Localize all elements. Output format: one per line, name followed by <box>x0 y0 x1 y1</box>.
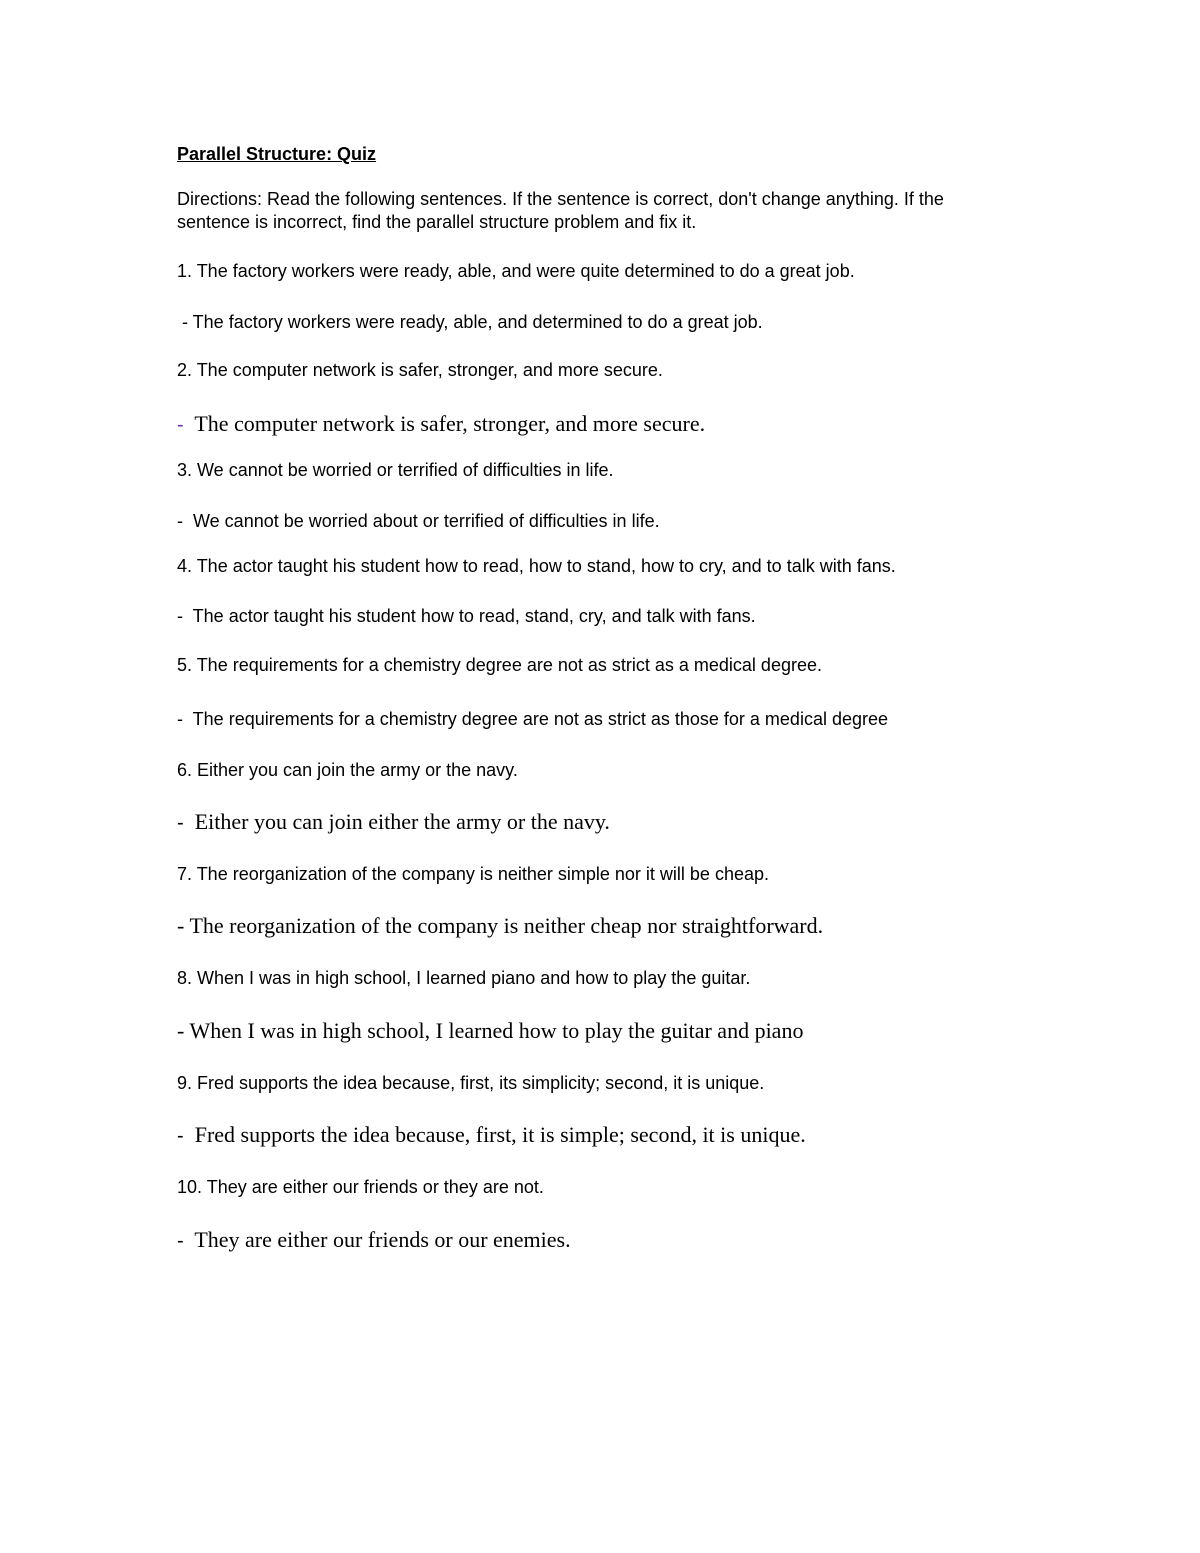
answer-text: The actor taught his student how to read, stand, cry, and talk with fans. <box>188 606 756 626</box>
answer-10 <box>177 1229 571 1251</box>
answer-dash: - <box>177 414 190 436</box>
answer-dash: - <box>177 1018 190 1043</box>
answer-4 <box>177 607 756 625</box>
answer-8 <box>177 1020 803 1042</box>
question-4: 4. The actor taught his student how to read, how to stand, how to cry, and to talk with fans. <box>177 556 896 576</box>
answer-dash: - <box>177 913 190 938</box>
question-7: 7. The reorganization of the company is neither simple nor it will be cheap. <box>177 864 769 884</box>
question-10: 10. They are either our friends or they are not. <box>177 1177 544 1197</box>
answer-dash: - <box>177 606 188 626</box>
answer-2 <box>177 413 705 435</box>
answer-text: Either you can join either the army or the navy. <box>189 809 610 834</box>
answer-7 <box>177 915 823 937</box>
question-9: 9. Fred supports the idea because, first, its simplicity; second, it is unique. <box>177 1073 765 1093</box>
answer-text: The computer network is safer, stronger, and more secure. <box>189 411 706 436</box>
question-8: 8. When I was in high school, I learned piano and how to play the guitar. <box>177 968 751 988</box>
question-5: 5. The requirements for a chemistry degree are not as strict as a medical degree. <box>177 655 822 675</box>
answer-text: The reorganization of the company is neither cheap nor straightforward. <box>189 913 824 938</box>
answer-dash: - <box>177 312 193 332</box>
answer-text: When I was in high school, I learned how to play the guitar and piano <box>189 1018 804 1043</box>
directions-line-2: sentence is incorrect, find the parallel structure problem and fix it. <box>177 212 697 232</box>
page-title: Parallel Structure: Quiz <box>177 144 377 164</box>
question-1: 1. The factory workers were ready, able, and were quite determined to do a great job. <box>177 261 855 281</box>
answer-dash: - <box>177 1125 190 1147</box>
answer-dash: - <box>177 511 188 531</box>
answer-3 <box>177 512 660 530</box>
answer-dash: - <box>177 709 188 729</box>
question-6: 6. Either you can join the army or the navy. <box>177 760 518 780</box>
answer-5 <box>177 710 888 728</box>
answer-text: Fred supports the idea because, first, it is simple; second, it is unique. <box>189 1122 806 1147</box>
answer-dash: - <box>177 1230 190 1252</box>
directions-line-1: Directions: Read the following sentences. If the sentence is correct, don't change anything. If the <box>177 189 944 209</box>
answer-dash: - <box>177 812 190 834</box>
answer-text: We cannot be worried about or terrified of difficulties in life. <box>188 511 660 531</box>
answer-1 <box>177 313 763 331</box>
answer-text: The requirements for a chemistry degree are not as strict as those for a medical degree <box>188 709 889 729</box>
question-3: 3. We cannot be worried or terrified of difficulties in life. <box>177 460 614 480</box>
answer-text: The factory workers were ready, able, and determined to do a great job. <box>192 312 763 332</box>
answer-text: They are either our friends or our enemies. <box>189 1227 571 1252</box>
answer-9 <box>177 1124 806 1146</box>
question-2: 2. The computer network is safer, stronger, and more secure. <box>177 360 663 380</box>
answer-6 <box>177 811 610 833</box>
